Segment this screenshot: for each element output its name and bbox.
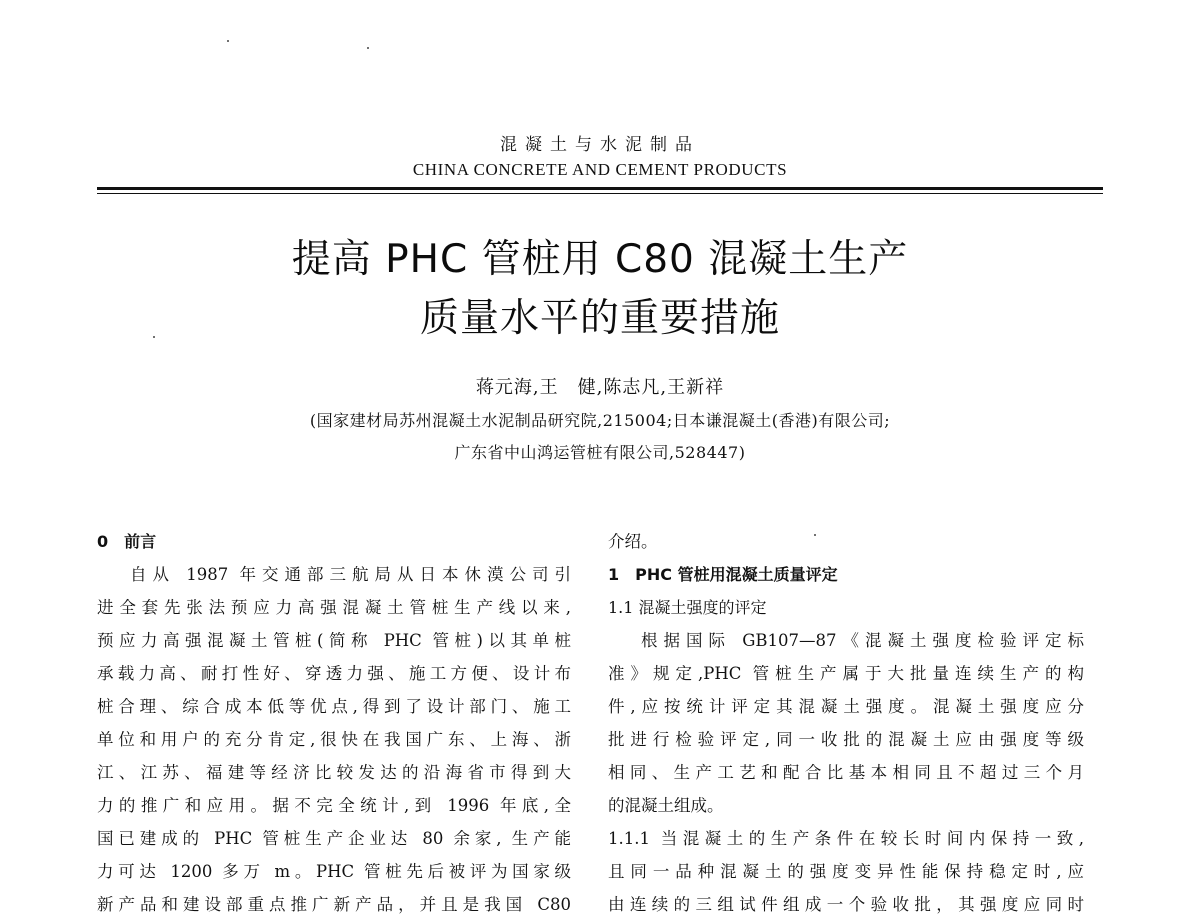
author-list: 蒋元海,王 健,陈志凡,王新祥 bbox=[475, 377, 725, 398]
body-text-line: 桩合理、综合成本低等优点,得到了设计部门、施工 bbox=[97, 697, 571, 716]
body-text-line: 力可达 1200 多万 m。PHC 管桩先后被评为国家级 bbox=[97, 862, 571, 881]
body-text-line: 的混凝土组成。 bbox=[608, 796, 724, 815]
body-text-line: 江、江苏、福建等经济比较发达的沿海省市得到大 bbox=[97, 763, 571, 782]
article-title-line-1: 提高 PHC 管桩用 C80 混凝土生产 bbox=[291, 237, 909, 282]
body-text-line: 件,应按统计评定其混凝土强度。混凝土强度应分 bbox=[608, 697, 1084, 716]
body-text-line: 承载力高、耐打性好、穿透力强、施工方便、设计布 bbox=[97, 664, 571, 683]
section-heading-preface: 0 前言 bbox=[97, 532, 157, 551]
body-text-line: 国已建成的 PHC 管桩生产企业达 80 余家, 生产能 bbox=[97, 829, 571, 848]
body-text-line: 新产品和建设部重点推广新产品，并且是我国 C80 bbox=[97, 895, 571, 914]
body-text-line: 单位和用户的充分肯定,很快在我国广东、上海、浙 bbox=[97, 730, 571, 749]
header-rule-thin bbox=[97, 193, 1103, 194]
body-text-line: 自从 1987 年交通部三航局从日本休漠公司引 bbox=[130, 565, 571, 584]
body-text-line: 由连续的三组试件组成一个验收批，其强度应同时 bbox=[608, 895, 1084, 914]
body-text-line: 介绍。 bbox=[608, 532, 658, 551]
article-title-line-2: 质量水平的重要措施 bbox=[419, 296, 780, 341]
body-text-line: 进全套先张法预应力高强混凝土管桩生产线以来, bbox=[97, 598, 571, 617]
body-text-line: 根据国际 GB107—87《混凝土强度检验评定标 bbox=[641, 631, 1084, 650]
body-text-line: 力的推广和应用。据不完全统计,到 1996 年底,全 bbox=[97, 796, 571, 815]
section-heading-quality-evaluation: 1 PHC 管桩用混凝土质量评定 bbox=[608, 565, 838, 584]
header-rule-thick bbox=[97, 187, 1103, 190]
affiliation-line-1: (国家建材局苏州混凝土水泥制品研究院,215004;日本谦混凝土(香港)有限公司; bbox=[309, 411, 891, 430]
body-text-line: 相同、生产工艺和配合比基本相同且不超过三个月 bbox=[608, 763, 1084, 782]
body-text-line: 预应力高强混凝土管桩(简称 PHC 管桩)以其单桩 bbox=[97, 631, 571, 650]
body-text-line: 1.1.1 当混凝土的生产条件在较长时间内保持一致, bbox=[608, 829, 1084, 848]
left-column bbox=[97, 525, 571, 921]
subsection-heading-strength-evaluation: 1.1 混凝土强度的评定 bbox=[608, 598, 767, 617]
journal-name-en: CHINA CONCRETE AND CEMENT PRODUCTS bbox=[412, 160, 788, 179]
scan-speck bbox=[367, 47, 369, 49]
right-column bbox=[608, 525, 1084, 921]
journal-name-cn: 混凝土与水泥制品 bbox=[500, 135, 700, 155]
body-text-line: 且同一品种混凝土的强度变异性能保持稳定时,应 bbox=[608, 862, 1084, 881]
body-text-line: 批进行检验评定,同一收批的混凝土应由强度等级 bbox=[608, 730, 1084, 749]
affiliation-line-2: 广东省中山鸿运管桩有限公司,528447) bbox=[454, 443, 746, 462]
body-text-line: 准》规定,PHC 管桩生产属于大批量连续生产的构 bbox=[608, 664, 1084, 683]
scan-speck bbox=[227, 40, 229, 42]
